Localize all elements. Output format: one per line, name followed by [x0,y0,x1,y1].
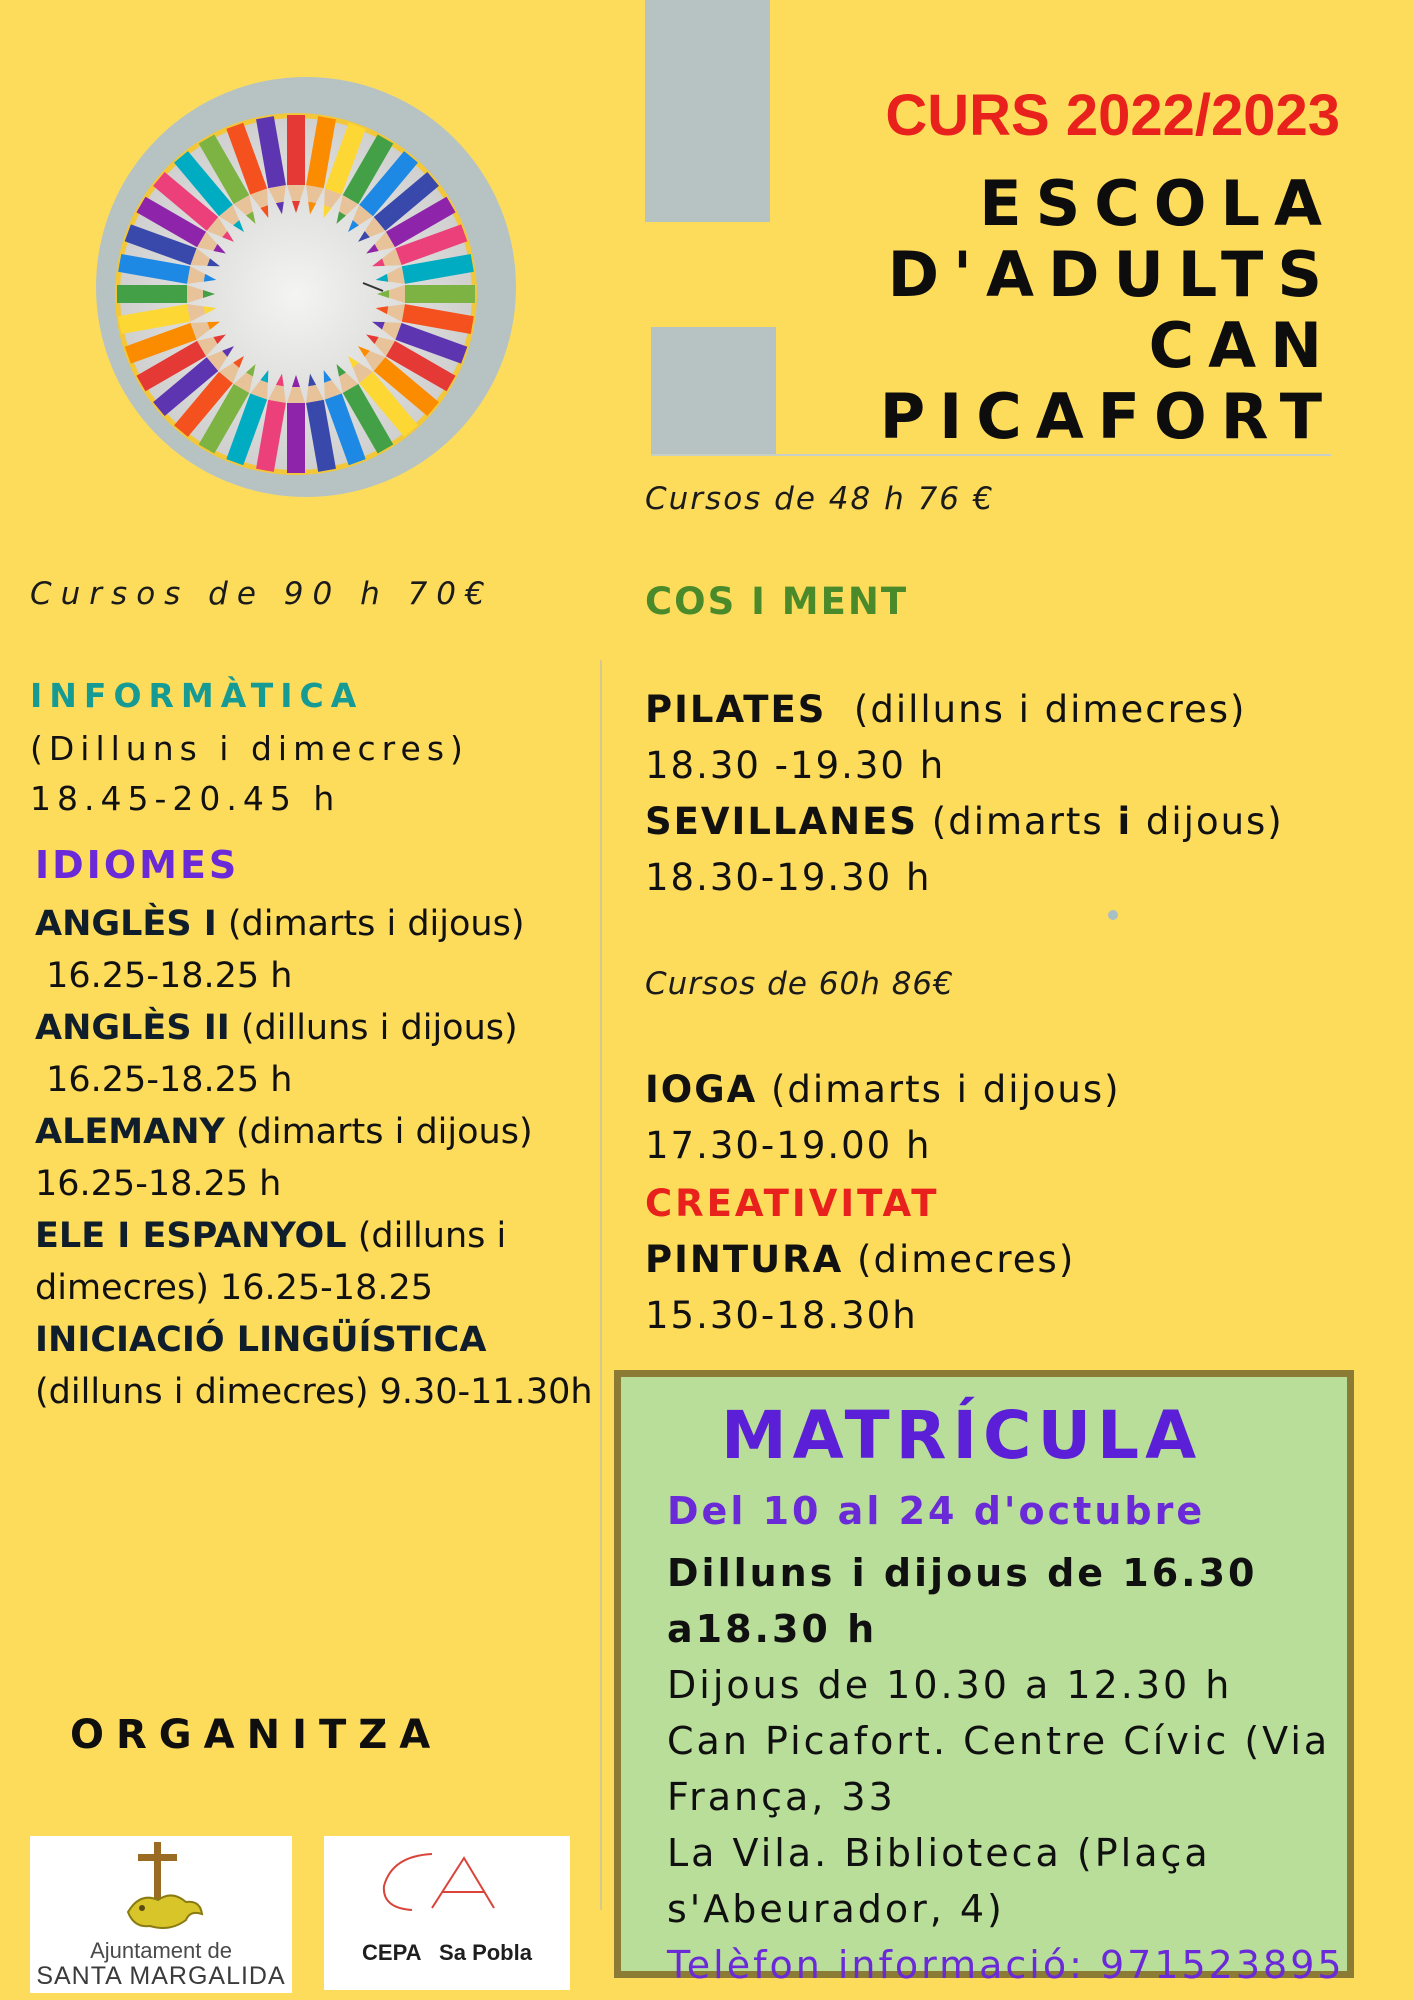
course-name: INICIACIÓ LINGÜÍSTICA [35,1320,487,1360]
santa-margalida-label: SANTA MARGALIDA [36,1962,286,1990]
matricula-location-line: Can Picafort. Centre Cívic (Via [667,1719,1331,1763]
price-note-90h: Cursos de 90 h 70€ [30,576,494,612]
course-hours: 15.30-18.30h [645,1294,918,1337]
decorative-dot [1108,910,1118,920]
course-days: (dilluns i [346,1216,507,1256]
course-hours: 18.30 -19.30 h [645,744,946,787]
cos-i-ment-course-list [645,682,1284,906]
price-note-48h: Cursos de 48 h 76 € [645,481,995,517]
course-hours: 16.25-18.25 h [35,1164,282,1204]
course-days-part: (dimarts [918,800,1118,843]
course-days: (dilluns i dimecres) [826,688,1247,731]
course-line [35,1210,593,1262]
course-days: (dilluns i dijous) [229,1008,518,1048]
matricula-details [667,1545,1345,1993]
school-name-line: ESCOLA [979,167,1336,240]
course-line [645,1232,1075,1288]
organitza-heading: ORGANITZA [70,1712,443,1758]
matricula-title: MATRÍCULA [721,1397,1203,1474]
section-title-informatica: INFORMÀTICA [30,676,364,715]
course-name: IOGA [645,1068,758,1111]
course-hours: dimecres) 16.25-18.25 [35,1268,434,1308]
course-name: PILATES [645,688,827,731]
colored-pencils-image [115,113,477,475]
ioga-course [645,1062,1121,1174]
course-line [35,1106,593,1158]
school-name [880,168,1336,452]
course-line [645,794,1284,850]
matricula-dates: Del 10 al 24 d'octubre [667,1489,1206,1533]
divider-vertical [600,660,602,1910]
course-line [645,1062,1121,1118]
course-hours: 16.25-18.25 h [35,1060,293,1100]
course-days: (dimarts i dijous) [224,1112,533,1152]
ajuntament-label: Ajuntament de [90,1938,232,1963]
course-hours: 18.30-19.30 h [645,856,932,899]
course-hours: (dilluns i dimecres) 9.30-11.30h [35,1372,593,1412]
decorative-grey-block-top [645,0,770,222]
course-hours: 16.25-18.25 h [35,956,293,996]
matricula-location-line: s'Abeurador, 4) [667,1887,1005,1931]
cepa-sa-pobla-logo [324,1836,570,1990]
course-days-conjunction: i [1117,800,1133,843]
course-name: ELE I ESPANYOL [35,1216,347,1256]
course-name: PINTURA [645,1238,844,1281]
course-year-title: CURS 2022/2023 [885,83,1340,148]
cepa-label: CEPA Sa Pobla [362,1940,532,1965]
divider-horizontal [651,454,1331,456]
school-name-line: D'ADULTS [887,238,1336,311]
course-name: ANGLÈS I [35,904,217,944]
price-note-60h: Cursos de 60h 86€ [645,966,954,1002]
section-title-cos-i-ment: COS I MENT [645,580,909,623]
matricula-hours-line: a18.30 h [667,1607,878,1651]
matricula-hours-line: Dilluns i dijous de 16.30 [667,1551,1258,1595]
course-line [645,682,1284,738]
matricula-thursday-hours: Dijous de 10.30 a 12.30 h [667,1663,1233,1707]
section-title-creativitat: CREATIVITAT [645,1182,940,1225]
matricula-box [614,1370,1354,1987]
course-name: ANGLÈS II [35,1008,230,1048]
school-name-line: PICAFORT [879,380,1336,453]
cepa-ca-monogram-icon [372,1846,522,1934]
course-line [35,898,593,950]
pintura-course [645,1232,1075,1344]
matricula-location-line: França, 33 [667,1775,896,1819]
cross-dragon-emblem-icon [120,1840,210,1938]
course-days: (dimarts i dijous) [216,904,525,944]
decorative-grey-block-bottom [651,327,776,454]
course-days-part: dijous) [1132,800,1284,843]
language-course-list [35,898,593,1418]
course-days: (dimecres) [843,1238,1076,1281]
section-title-idiomes: IDIOMES [35,843,240,887]
ajuntament-santa-margalida-logo [30,1836,292,1993]
course-line [35,1002,593,1054]
matricula-location-line: La Vila. Biblioteca (Plaça [667,1831,1211,1875]
course-line [35,1314,593,1366]
course-name: SEVILLANES [645,800,919,843]
matricula-phone: Telèfon informació: 971523895 [667,1943,1345,1987]
informatica-days: (Dilluns i dimecres) [30,729,469,768]
school-name-line: CAN [1148,309,1336,382]
course-hours: 17.30-19.00 h [645,1124,932,1167]
informatica-schedule [30,724,469,824]
informatica-hours: 18.45-20.45 h [30,779,341,818]
course-name: ALEMANY [35,1112,225,1152]
course-days: (dimarts i dijous) [757,1068,1121,1111]
